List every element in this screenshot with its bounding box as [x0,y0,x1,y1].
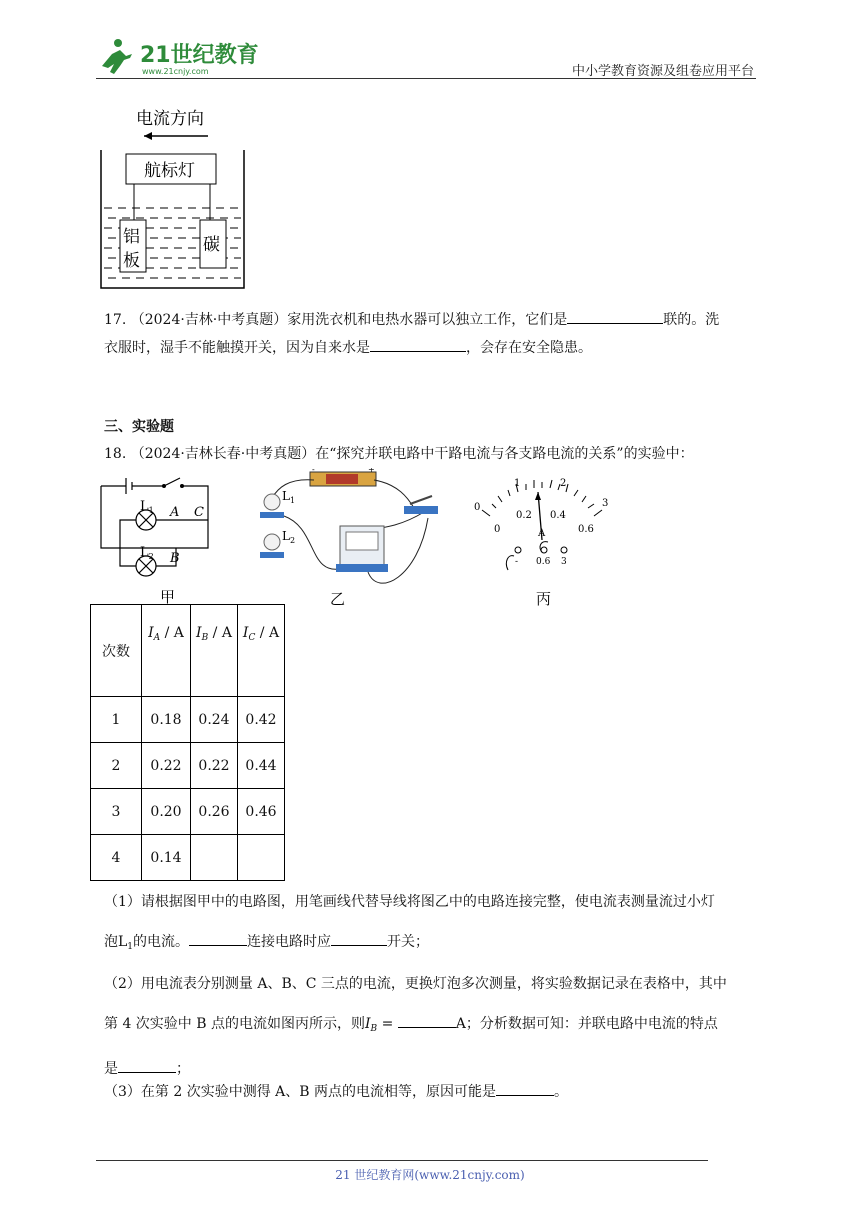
svg-text:0.4: 0.4 [550,510,566,521]
question-18-part-1: （1）请根据图甲中的电路图，用笔画线代替导线将图乙中的电路连接完整，使电流表测量流过小灯 泡$L_1$的电流。 连接电路时应 开关； [104,894,715,952]
question-18-part-2: （2）用电流表分别测量 A、B、C 三点的电流，更换灯泡多次测量，将实验数据记录在表格中，其中 第 4 次实验中 B 点的电流如图丙所示，则$I_B = A$；分析数据可知：并联电路中电流的特点 是 ； [104,976,727,1077]
table-header-row [91,605,285,697]
physical-circuit-yi [248,468,448,608]
table-cell: 3 [91,789,142,835]
svg-text:www.21cnjy.com: www.21cnjy.com [142,67,209,76]
table-row [91,835,285,881]
table-cell: 0.18 [142,697,191,743]
platform-name: 中小学教育资源及组卷应用平台 [571,64,754,79]
svg-text:B: B [170,551,180,566]
table-cell: 0.22 [142,743,191,789]
table-header-cell: 次数 [91,605,142,697]
table-cell: 0.22 [191,743,238,789]
table-cell: 2 [91,743,142,789]
svg-text:A: A [170,505,180,520]
table-row [91,743,285,789]
svg-text:0.6: 0.6 [536,557,551,567]
table-cell: 0.42 [238,697,285,743]
table-row [91,789,285,835]
table-cell: 1 [91,697,142,743]
answer-blank[interactable] [567,309,663,324]
table-row [91,697,285,743]
svg-text:+: + [368,468,375,474]
svg-text:L1: $L_1$ [140,499,154,515]
table-header-cell: $I_C$ / A [238,605,285,697]
answer-blank[interactable] [496,1081,554,1096]
answer-blank[interactable] [370,337,466,352]
svg-text:碳: 碳 [203,235,220,255]
svg-text:3: 3 [602,498,609,509]
ammeter-dial-bing [468,470,618,610]
svg-text:L2: $L_2$ [140,545,154,561]
svg-text:L2: $L_2$ [282,529,296,545]
header-divider [96,78,756,79]
answer-blank[interactable] [331,931,387,946]
svg-text:3: 3 [561,557,567,567]
svg-text:-: - [312,468,315,474]
answer-blank[interactable] [189,931,247,946]
svg-text:0: 0 [474,502,481,513]
svg-text:A: A [538,528,546,539]
table-header-cell: $I_A$ / A [142,605,191,697]
current-direction-label: 电流方向 [136,109,204,129]
svg-text:乙: 乙 [330,590,346,608]
nav-lamp-figure [96,100,256,300]
table-cell: 0.14 [142,835,191,881]
question-18-intro: 18. （2024·吉林长春·中考真题）在“探究并联电路中干路电流与各支路电流的关系”的实验中： [104,446,694,462]
question-18-part-3: （3）在第 2 次实验中测得 A、B 两点的电流相等，原因可能是 。 [104,1078,764,1106]
runner-icon [102,39,132,74]
table-cell: 0.46 [238,789,285,835]
question-17: 17. （2024·吉林·中考真题）家用洗衣机和电热水器可以独立工作，它们是 联的。洗 衣服时，湿手不能触摸开关，因为自来水是 ，会存在安全隐患。 [104,306,764,362]
answer-blank[interactable] [118,1058,176,1073]
table-cell [238,835,285,881]
table-cell: 0.44 [238,743,285,789]
svg-text:1: 1 [514,478,521,489]
answer-blank[interactable] [398,1013,456,1028]
table-header-cell: $I_B$ / A [191,605,238,697]
table-cell [191,835,238,881]
footer-link[interactable]: 21 世纪教育网(www.21cnjy.com) [335,1168,525,1182]
svg-text:-: - [515,557,519,567]
svg-text:L1: $L_1$ [282,489,296,505]
footer-divider [96,1160,708,1161]
table-cell: 0.26 [191,789,238,835]
svg-text:0.6: 0.6 [578,524,594,535]
svg-text:2: 2 [560,478,567,489]
svg-text:C: C [194,505,204,520]
table-cell: 0.20 [142,789,191,835]
svg-text:0.2: 0.2 [516,510,532,521]
svg-text:铝: 铝 [123,227,140,247]
circuit-diagram-jia [96,472,226,608]
data-table [90,604,285,881]
table-cell: 4 [91,835,142,881]
site-logo [96,36,266,80]
svg-text:甲: 甲 [160,588,176,606]
svg-text:板: 板 [123,251,140,271]
svg-text:航标灯: 航标灯 [144,161,195,181]
svg-text:0: 0 [494,524,501,535]
table-cell: 0.24 [191,697,238,743]
svg-text:21世纪教育: 21世纪教育 [140,43,259,68]
svg-text:丙: 丙 [536,590,552,608]
section-title: 三、实验题 [104,419,174,435]
